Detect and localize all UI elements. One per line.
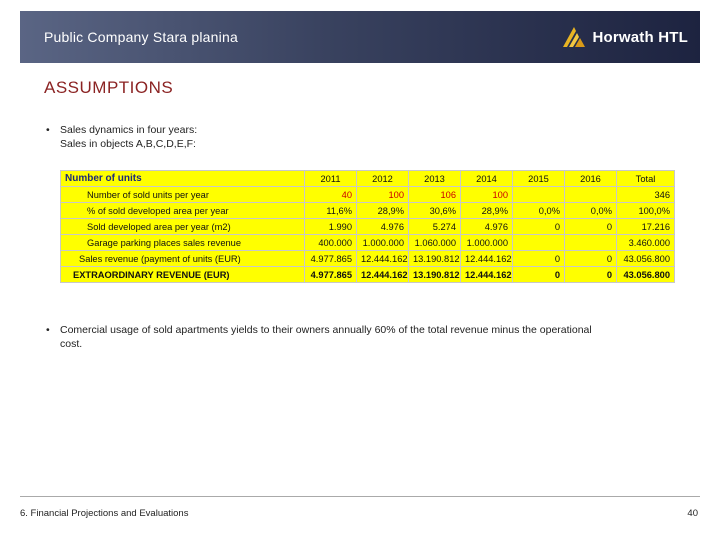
bullet-commercial-usage bbox=[46, 323, 686, 351]
table-cell: 13.190.812 bbox=[409, 267, 461, 283]
header-title: Public Company Stara planina bbox=[44, 29, 238, 45]
table-cell: 346 bbox=[617, 187, 675, 203]
table-cell: 0 bbox=[513, 251, 565, 267]
table-cell: 5.274 bbox=[409, 219, 461, 235]
table-cell: 100 bbox=[461, 187, 513, 203]
bullet-dot: • bbox=[46, 124, 50, 136]
row-label: Garage parking places sales revenue bbox=[61, 235, 305, 251]
table-row bbox=[61, 187, 675, 203]
table-cell: 100 bbox=[357, 187, 409, 203]
footer-section: 6. Financial Projections and Evaluations bbox=[20, 508, 189, 519]
table-cell: 40 bbox=[305, 187, 357, 203]
header-cell: 2013 bbox=[409, 171, 461, 187]
table-cell: 1.000.000 bbox=[461, 235, 513, 251]
horwath-logo bbox=[561, 24, 688, 50]
table-header-row bbox=[61, 171, 675, 187]
table-row-total bbox=[61, 267, 675, 283]
header-cell: 2014 bbox=[461, 171, 513, 187]
table-cell: 12.444.162 bbox=[357, 267, 409, 283]
logo-text: Horwath HTL bbox=[592, 28, 688, 46]
table-cell: 400.000 bbox=[305, 235, 357, 251]
table-cell: 4.976 bbox=[461, 219, 513, 235]
table-cell: 1.060.000 bbox=[409, 235, 461, 251]
page-number: 40 bbox=[687, 508, 698, 519]
table-cell: 100,0% bbox=[617, 203, 675, 219]
header-cell: 2012 bbox=[357, 171, 409, 187]
table-row bbox=[61, 203, 675, 219]
header-banner bbox=[20, 11, 700, 63]
row-label: % of sold developed area per year bbox=[61, 203, 305, 219]
table-cell: 30,6% bbox=[409, 203, 461, 219]
footer-divider bbox=[20, 496, 700, 497]
table-row bbox=[61, 251, 675, 267]
bullet-sales-dynamics bbox=[46, 123, 646, 151]
header-cell: Number of units bbox=[61, 171, 305, 187]
table-cell: 0 bbox=[513, 219, 565, 235]
table-cell: 3.460.000 bbox=[617, 235, 675, 251]
table-cell: 11,6% bbox=[305, 203, 357, 219]
table-cell: 4.976 bbox=[357, 219, 409, 235]
table-cell bbox=[513, 187, 565, 203]
table-cell: 0 bbox=[565, 219, 617, 235]
table-row bbox=[61, 235, 675, 251]
table-cell: 0 bbox=[565, 267, 617, 283]
table-cell: 0 bbox=[565, 251, 617, 267]
table-cell: 1.000.000 bbox=[357, 235, 409, 251]
row-label: Sold developed area per year (m2) bbox=[61, 219, 305, 235]
header-cell: 2016 bbox=[565, 171, 617, 187]
table-cell: 4.977.865 bbox=[305, 251, 357, 267]
row-label: EXTRAORDINARY REVENUE (EUR) bbox=[61, 267, 305, 283]
row-label: Number of sold units per year bbox=[61, 187, 305, 203]
table-cell: 28,9% bbox=[357, 203, 409, 219]
table-cell: 17.216 bbox=[617, 219, 675, 235]
table-cell bbox=[513, 235, 565, 251]
table-cell: 12.444.162 bbox=[461, 251, 513, 267]
units-table bbox=[60, 170, 675, 283]
table-cell: 12.444.162 bbox=[461, 267, 513, 283]
table-cell bbox=[565, 235, 617, 251]
horwath-leaf-icon bbox=[561, 25, 587, 49]
bullet-dot: • bbox=[46, 324, 50, 336]
header-cell: 2015 bbox=[513, 171, 565, 187]
bullet-line: Sales dynamics in four years: bbox=[60, 124, 198, 136]
section-title: ASSUMPTIONS bbox=[44, 78, 174, 97]
table-cell: 12.444.162 bbox=[357, 251, 409, 267]
bullet-line: cost. bbox=[60, 338, 83, 350]
table-row bbox=[61, 219, 675, 235]
bullet-line: Sales in objects A,B,C,D,E,F: bbox=[60, 138, 196, 150]
table-cell: 4.977.865 bbox=[305, 267, 357, 283]
table-cell: 1.990 bbox=[305, 219, 357, 235]
table-cell: 0,0% bbox=[565, 203, 617, 219]
table-cell: 106 bbox=[409, 187, 461, 203]
header-cell: Total bbox=[617, 171, 675, 187]
table-cell: 43.056.800 bbox=[617, 251, 675, 267]
table-cell: 0,0% bbox=[513, 203, 565, 219]
row-label: Sales revenue (payment of units (EUR) bbox=[61, 251, 305, 267]
table-cell: 28,9% bbox=[461, 203, 513, 219]
table-cell: 13.190.812 bbox=[409, 251, 461, 267]
table-cell bbox=[565, 187, 617, 203]
table-cell: 43.056.800 bbox=[617, 267, 675, 283]
table-cell: 0 bbox=[513, 267, 565, 283]
bullet-line: Comercial usage of sold apartments yields to their owners annually 60% of the total revenue minus the operational bbox=[60, 324, 592, 336]
header-cell: 2011 bbox=[305, 171, 357, 187]
